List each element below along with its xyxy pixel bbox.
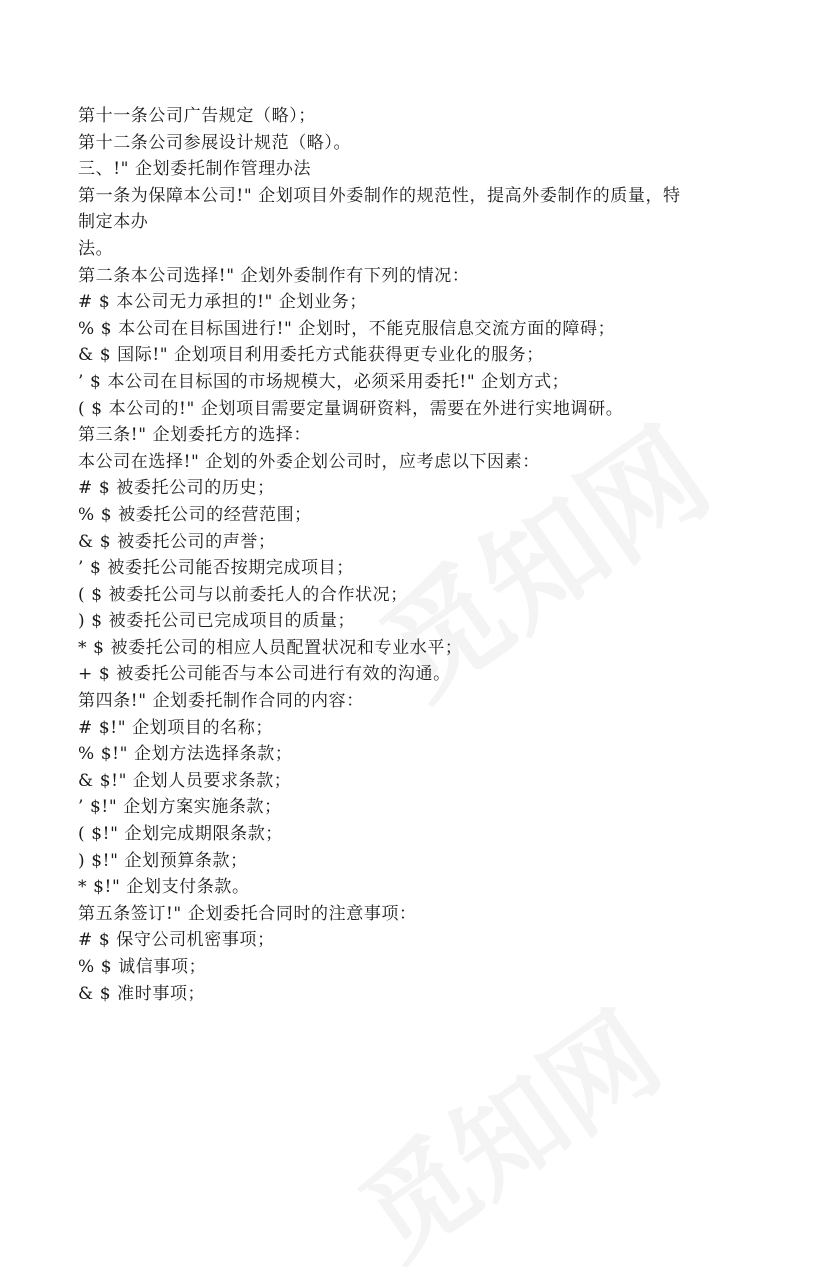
article-1-cont: 制定本办 bbox=[78, 212, 149, 233]
article-2-item-1: # $ 本公司无力承担的!" 企划业务； bbox=[78, 292, 367, 313]
article-1: 第一条为保障本公司!" 企划项目外委制作的规范性，提高外委制作的质量，特 bbox=[78, 185, 681, 206]
article-3-item-8: + $ 被委托公司能否与本公司进行有效的沟通。 bbox=[78, 664, 451, 685]
article-4-item-2: % $!" 企划方法选择条款； bbox=[78, 744, 293, 765]
article-4-item-3: & $!" 企划人员要求条款； bbox=[78, 770, 292, 791]
article-5: 第五条签订!" 企划委托合同时的注意事项： bbox=[78, 903, 417, 924]
article-3-item-3: & $ 被委托公司的声誉； bbox=[78, 531, 276, 552]
article-2-item-4: ’ $ 本公司在目标国的市场规模大，必须采用委托!" 企划方式； bbox=[78, 371, 570, 392]
article-5-item-1: # $ 保守公司机密事项； bbox=[78, 930, 275, 951]
article-4-item-4: ’ $!" 企划方案实施条款； bbox=[78, 797, 282, 818]
section-3-heading: 三、!" 企划委托制作管理办法 bbox=[78, 159, 312, 180]
article-11: 第十一条公司广告规定（略）； bbox=[78, 106, 316, 126]
article-3-item-5: ( $ 被委托公司与以前委托人的合作状况； bbox=[78, 584, 408, 605]
article-2-item-5: ( $ 本公司的!" 企划项目需要定量调研资料，需要在外进行实地调研。 bbox=[78, 398, 624, 419]
article-2: 第二条本公司选择!" 企划外委制作有下列的情况： bbox=[78, 265, 470, 286]
article-1-end: 法。 bbox=[78, 238, 114, 259]
article-5-item-2: % $ 诚信事项； bbox=[78, 957, 207, 977]
article-3-item-7: * $ 被委托公司的相应人员配置状况和专业水平； bbox=[78, 637, 463, 658]
article-2-item-2: % $ 本公司在目标国进行!" 企划时，不能克服信息交流方面的障碍； bbox=[78, 318, 616, 339]
article-3: 第三条!" 企划委托方的选择： bbox=[78, 425, 312, 446]
document-body bbox=[78, 103, 768, 1007]
article-12: 第十二条公司参展设计规范（略）。 bbox=[78, 132, 352, 153]
article-4-item-5: ( $!" 企划完成期限条款； bbox=[78, 824, 283, 845]
article-3-item-6: ) $ 被委托公司已完成项目的质量； bbox=[78, 611, 356, 632]
article-3-item-4: ’ $ 被委托公司能否按期完成项目； bbox=[78, 558, 354, 579]
article-4-item-7: * $!" 企划支付条款。 bbox=[78, 877, 250, 898]
article-4-item-1: # $!" 企划项目的名称； bbox=[78, 717, 273, 738]
article-3-intro: 本公司在选择!" 企划的外委企划公司时，应考虑以下因素： bbox=[78, 451, 540, 472]
watermark-lower bbox=[325, 970, 686, 1288]
article-4-item-6: ) $!" 企划预算条款； bbox=[78, 850, 248, 871]
article-4: 第四条!" 企划委托制作合同的内容： bbox=[78, 691, 364, 712]
article-3-item-2: % $ 被委托公司的经营范围； bbox=[78, 504, 312, 525]
article-3-item-1: # $ 被委托公司的历史； bbox=[78, 478, 275, 499]
article-5-item-3: & $ 准时事项； bbox=[78, 983, 206, 1004]
article-2-item-3: & $ 国际!" 企划项目利用委托方式能获得更专业化的服务； bbox=[78, 345, 544, 366]
